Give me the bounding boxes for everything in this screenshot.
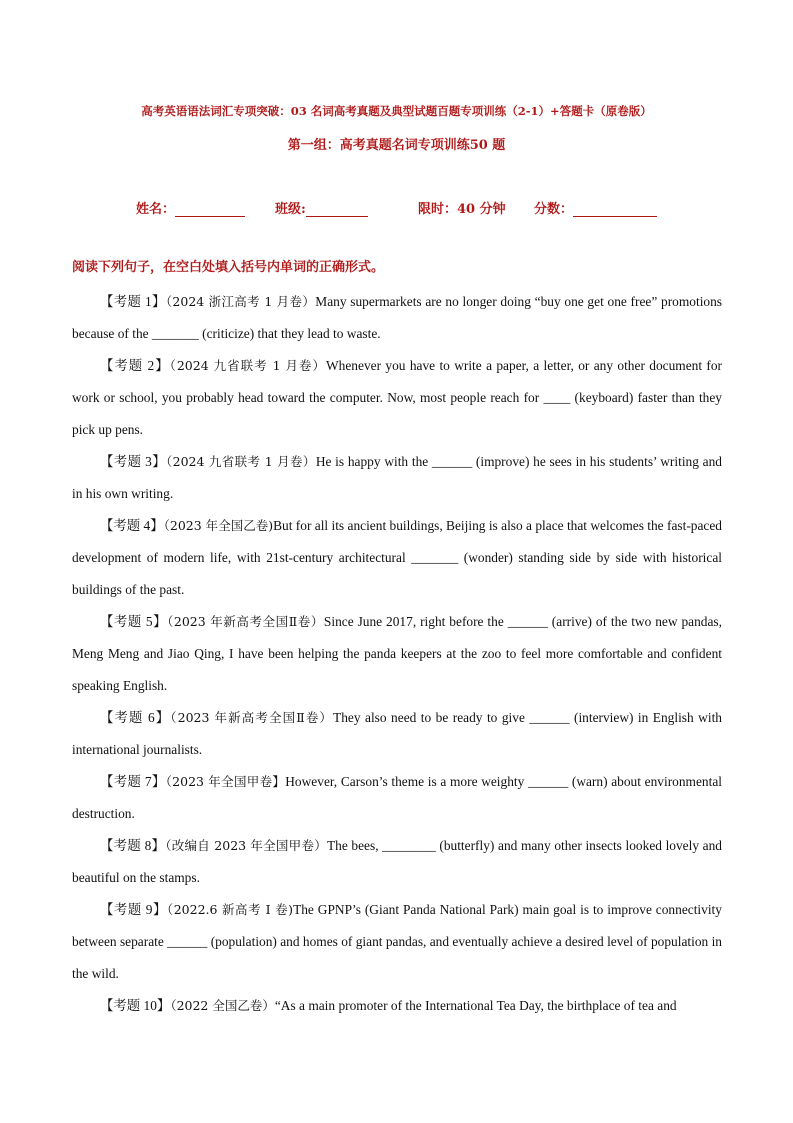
- name-blank[interactable]: [175, 202, 245, 217]
- score-label: 分数：: [534, 202, 574, 217]
- name-field[interactable]: [136, 198, 245, 217]
- question-text: However, Carson’s theme is a more weighty ______ (warn) about environmental destruction.: [72, 774, 722, 821]
- question-label: 【考题 2】: [100, 358, 170, 373]
- document-title: 高考英语语法词汇专项突破：03 名词高考真题及典型试题百题专项训练（2-1）+答题卡（原卷版）: [141, 104, 652, 118]
- question-text: Since June 2017, right before the ______ (arrive) of the two new pandas, Meng Meng and Jiao Qing, I have been helping the panda keepers at the zoo to feel more comfortable and confident speaking English.: [72, 614, 722, 693]
- class-field[interactable]: [275, 198, 368, 217]
- question-text: “As a main promoter of the International Tea Day, the birthplace of tea and: [274, 998, 677, 1013]
- question-item: [72, 990, 722, 1022]
- question-item: [72, 446, 722, 510]
- question-source: （2023 年全国甲卷】: [165, 774, 286, 789]
- document-subtitle: 第一组：高考真题名词专项训练50 题: [287, 138, 506, 153]
- question-source: （2022 全国乙卷）: [170, 998, 275, 1013]
- question-label: 【考题 10】: [100, 998, 171, 1013]
- question-item: [72, 894, 722, 990]
- question-item: [72, 510, 722, 606]
- name-label: 姓名：: [136, 202, 176, 217]
- question-label: 【考题 9】: [100, 902, 167, 917]
- question-text: The bees, ________ (butterfly) and many other insects looked lovely and beautiful on the stamps.: [72, 838, 722, 885]
- question-source: （改编自 2023 年全国甲卷）: [165, 838, 327, 853]
- score-field[interactable]: [534, 198, 657, 217]
- question-source: （2024 九省联考 1 月卷）: [166, 454, 316, 469]
- question-label: 【考题 6】: [100, 710, 171, 725]
- question-text: They also need to be ready to give ______ (interview) in English with international journalists.: [72, 710, 722, 757]
- class-blank[interactable]: [306, 202, 368, 217]
- question-text: But for all its ancient buildings, Beijing is also a place that welcomes the fast-paced development of modern life, with 21st-century architectural _______ (wonder) standing side by side with historical buildings of the past.: [72, 518, 722, 597]
- question-label: 【考题 3】: [100, 454, 166, 469]
- question-text: He is happy with the ______ (improve) he sees in his students’ writing and in his own writing.: [72, 454, 723, 501]
- time-limit: 限时：40 分钟: [418, 202, 506, 217]
- question-list: [72, 286, 722, 1022]
- question-label: 【考题 8】: [100, 838, 166, 853]
- question-source: （2023 年新高考全国Ⅱ卷）: [167, 614, 324, 629]
- question-item: [72, 830, 722, 894]
- question-source: （2022.6 新高考 I 卷): [166, 902, 294, 917]
- question-label: 【考题 5】: [100, 614, 168, 629]
- question-item: [72, 702, 722, 766]
- question-source: （2023 年全国乙卷): [163, 518, 274, 533]
- question-source: （2023 年新高考全国Ⅱ卷）: [170, 710, 334, 725]
- question-label: 【考题 7】: [100, 774, 166, 789]
- question-item: [72, 286, 722, 350]
- question-text: The GPNP’s (Giant Panda National Park) main goal is to improve connectivity between separate ______ (population) and homes of giant pandas, and eventually achieve a desired level of population in the wild.: [72, 902, 722, 981]
- question-source: （2024 九省联考 1 月卷）: [169, 358, 327, 373]
- question-text: Many supermarkets are no longer doing “buy one get one free” promotions because of the _______ (criticize) that they lead to waste.: [72, 294, 723, 341]
- class-label: 班级:: [275, 202, 306, 217]
- question-label: 【考题 1】: [100, 294, 166, 309]
- question-item: [72, 606, 722, 702]
- score-blank[interactable]: [573, 202, 657, 217]
- question-source: （2024 浙江高考 1 月卷）: [165, 294, 316, 309]
- instructions: 阅读下列句子，在空白处填入括号内单词的正确形式。: [72, 260, 385, 275]
- question-text: Whenever you have to write a paper, a letter, or any other document for work or school, you probably head toward the computer. Now, most people reach for ____ (keyboard) faster than they pick up pens.: [72, 358, 723, 437]
- question-item: [72, 350, 722, 446]
- question-label: 【考题 4】: [100, 518, 164, 533]
- question-item: [72, 766, 722, 830]
